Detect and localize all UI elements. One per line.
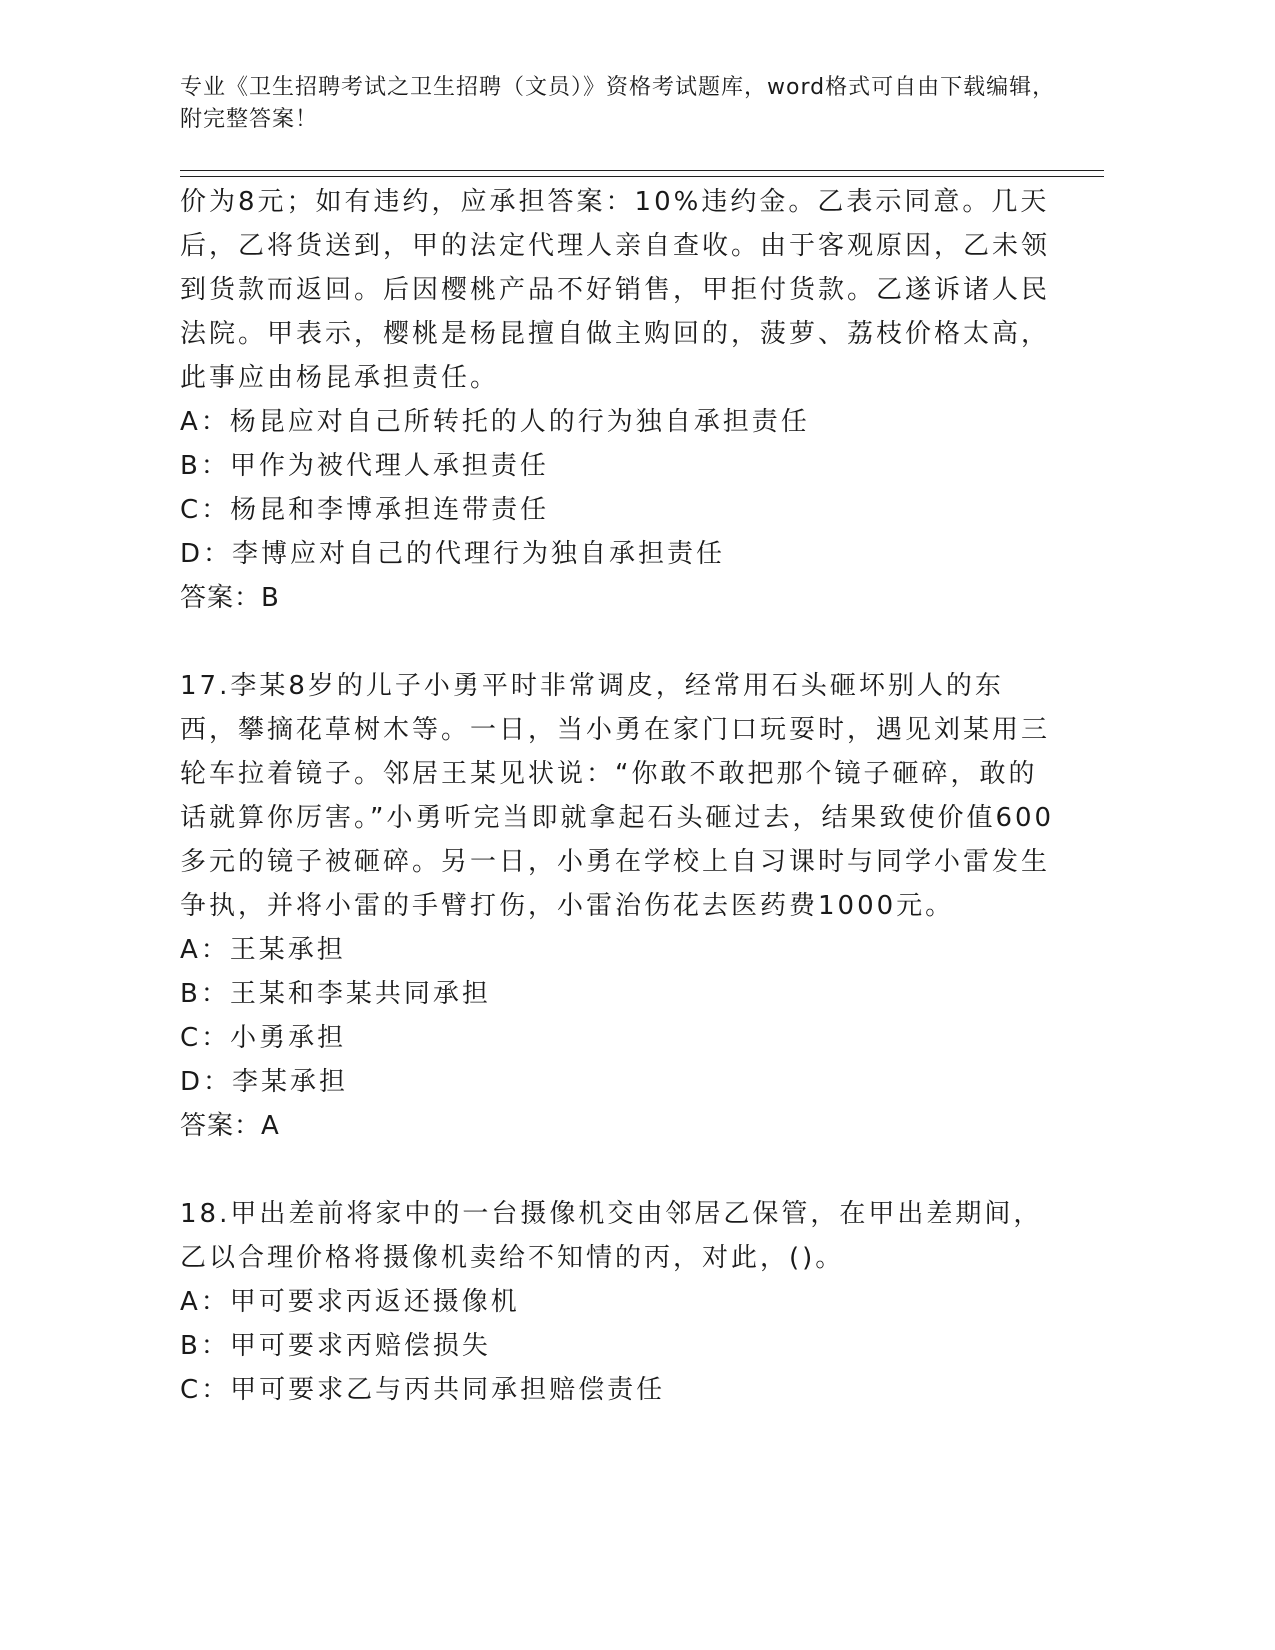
question-17-answer: 答案：A (180, 1111, 280, 1141)
document-header: 专业《卫生招聘考试之卫生招聘（文员）》资格考试题库，word格式可自由下载编辑，附完整答案！ (180, 75, 1056, 132)
question-17 (180, 664, 1060, 1148)
spacer (180, 1148, 1060, 1192)
question-18-text: 18.甲出差前将家中的一台摄像机交由邻居乙保管，在甲出差期间，乙以合理价格将摄像机卖给不知情的丙，对此，()。 (180, 1199, 1043, 1273)
question-16-answer: 答案：B (180, 583, 280, 613)
header-rule-bottom (180, 176, 1104, 177)
question-16-option-a: A：杨昆应对自己所转托的人的行为独自承担责任 (180, 407, 810, 437)
question-17-option-d: D：李某承担 (180, 1067, 349, 1097)
question-18-option-b: B：甲可要求丙赔偿损失 (180, 1331, 491, 1361)
question-16-option-d: D：李博应对自己的代理行为独自承担责任 (180, 539, 726, 569)
question-18-option-a: A：甲可要求丙返还摄像机 (180, 1287, 520, 1317)
question-17-text: 17.李某8岁的儿子小勇平时非常调皮，经常用石头砸坏别人的东西，攀摘花草树木等。一日，当小勇在家门口玩耍时，遇见刘某用三轮车拉着镜子。邻居王某见状说：“你敢不敢把那个镜子砸碎，敢的话就算你厉害。”小勇听完当即就拿起石头砸过去，结果致使价值600多元的镜子被砸碎。另一日，小勇在学校上自习课时与同学小雷发生争执，并将小雷的手臂打伤，小雷治伤花去医药费1000元。 (180, 671, 1055, 921)
question-16-option-c: C：杨昆和李博承担连带责任 (180, 495, 550, 525)
question-18-option-c: C：甲可要求乙与丙共同承担赔偿责任 (180, 1375, 666, 1405)
header-rule-top (180, 170, 1104, 171)
question-16-option-b: B：甲作为被代理人承担责任 (180, 451, 549, 481)
question-16-text: 价为8元；如有违约，应承担答案：10%违约金。乙表示同意。几天后，乙将货送到，甲的法定代理人亲自查收。由于客观原因，乙未领到货款而返回。后因樱桃产品不好销售，甲拒付货款。乙遂诉诸人民法院。甲表示，樱桃是杨昆擅自做主购回的，菠萝、荔枝价格太高，此事应由杨昆承担责任。 (180, 187, 1051, 393)
question-18 (180, 1192, 1060, 1412)
question-17-option-c: C：小勇承担 (180, 1023, 347, 1053)
question-17-option-b: B：王某和李某共同承担 (180, 979, 491, 1009)
document-body (180, 180, 1060, 1412)
question-16 (180, 180, 1060, 620)
question-17-option-a: A：王某承担 (180, 935, 346, 965)
spacer (180, 620, 1060, 664)
